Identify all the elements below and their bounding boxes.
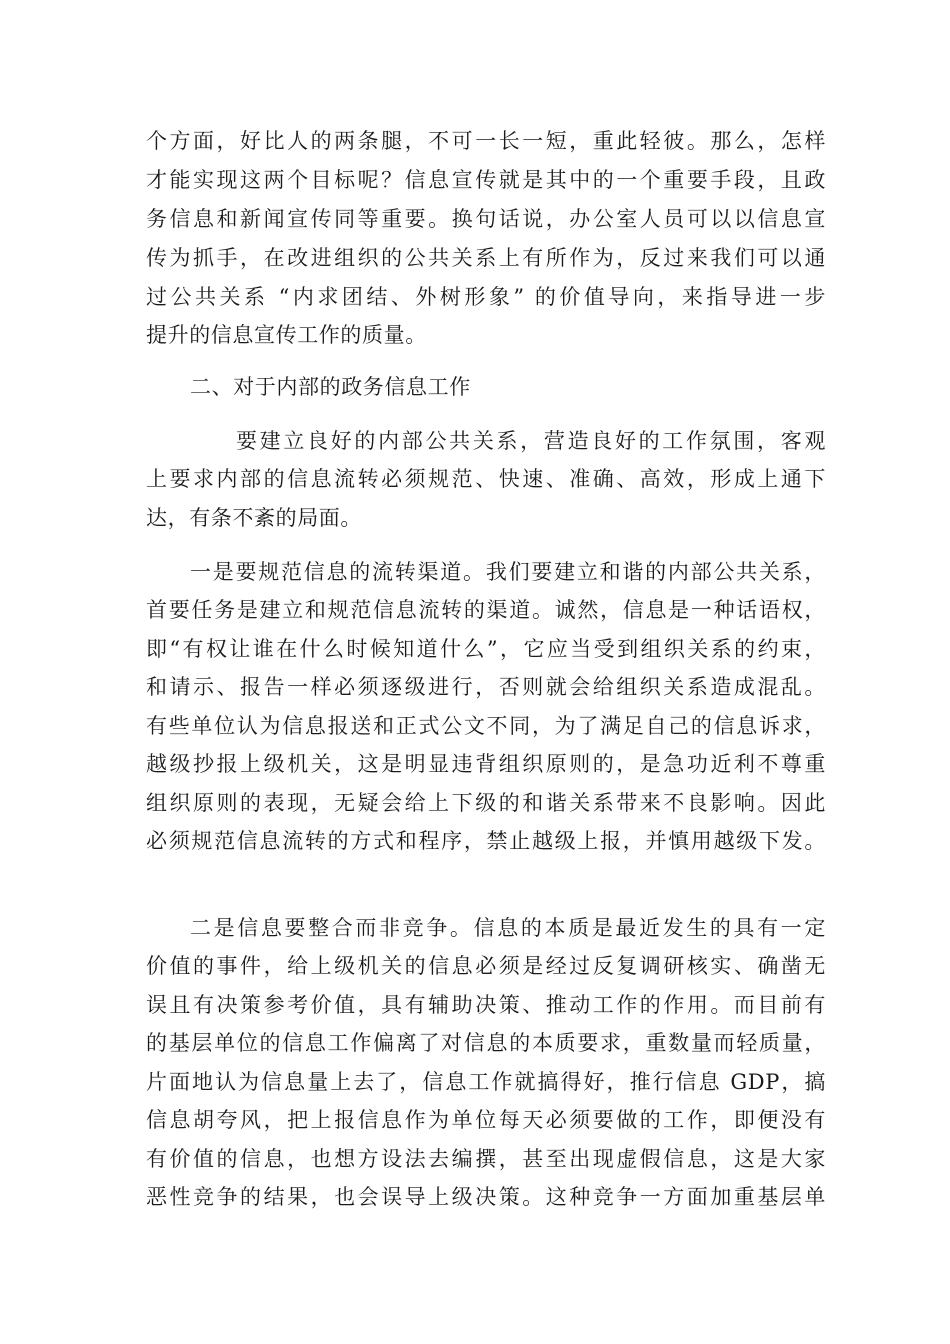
text-line: 提升的信息宣传工作的质量。 bbox=[146, 323, 427, 347]
text-line: 越级抄报上级机关，这是明显违背组织原则的，是急功近利不尊重 bbox=[146, 752, 826, 776]
text-line: 有价值的信息，也想方设法去编撰，甚至出现虚假信息，这是大家 bbox=[146, 1147, 826, 1171]
text-line: 一是要规范信息的流转渠道。我们要建立和谐的内部公共关系， bbox=[190, 560, 826, 584]
text-line: 片面地认为信息量上去了，信息工作就搞得好，推行信息 GDP，搞 bbox=[146, 1070, 826, 1094]
text-line: 误且有决策参考价值，具有辅助决策、推动工作的作用。而目前有 bbox=[146, 993, 826, 1017]
text-line: 上要求内部的信息流转必须规范、快速、准确、高效，形成上通下 bbox=[146, 467, 826, 491]
text-line: 的基层单位的信息工作偏离了对信息的本质要求，重数量而轻质量， bbox=[146, 1031, 826, 1055]
text-line: 二是信息要整合而非竞争。信息的本质是最近发生的具有一定 bbox=[190, 916, 826, 940]
text-line: 组织原则的表现，无疑会给上下级的和谐关系带来不良影响。因此 bbox=[146, 791, 826, 815]
text-line: 达，有条不紊的局面。 bbox=[146, 506, 362, 530]
text-line: 务信息和新闻宣传同等重要。换句话说，办公室人员可以以信息宣 bbox=[146, 207, 826, 231]
text-line: 信息胡夸风，把上报信息作为单位每天必须要做的工作，即便没有 bbox=[146, 1108, 826, 1132]
text-line: 首要任务是建立和规范信息流转的渠道。诚然，信息是一种话语权， bbox=[146, 598, 826, 622]
text-line: 过公共关系 “内求团结、外树形象” 的价值导向，来指导进一步 bbox=[146, 285, 826, 309]
text-line: 传为抓手，在改进组织的公共关系上有所作为，反过来我们可以通 bbox=[146, 246, 826, 270]
text-line: 要建立良好的内部公共关系，营造良好的工作氛围，客观 bbox=[236, 429, 826, 453]
text-line: 价值的事件，给上级机关的信息必须是经过反复调研核实、确凿无 bbox=[146, 954, 826, 978]
text-line: 和请示、报告一样必须逐级进行，否则就会给组织关系造成混乱。 bbox=[146, 675, 826, 699]
text-line: 即“有权让谁在什么时候知道什么”，它应当受到组织关系的约束， bbox=[146, 637, 826, 661]
section-heading: 二、对于内部的政务信息工作 bbox=[190, 375, 471, 399]
text-line: 个方面，好比人的两条腿，不可一长一短，重此轻彼。那么，怎样 bbox=[146, 129, 826, 153]
text-line: 必须规范信息流转的方式和程序，禁止越级上报，并慎用越级下发。 bbox=[146, 829, 826, 853]
text-line: 才能实现这两个目标呢？信息宣传就是其中的一个重要手段，且政 bbox=[146, 168, 826, 192]
text-line: 恶性竞争的结果，也会误导上级决策。这种竞争一方面加重基层单 bbox=[146, 1185, 826, 1209]
text-line: 有些单位认为信息报送和正式公文不同，为了满足自己的信息诉求， bbox=[146, 714, 826, 738]
